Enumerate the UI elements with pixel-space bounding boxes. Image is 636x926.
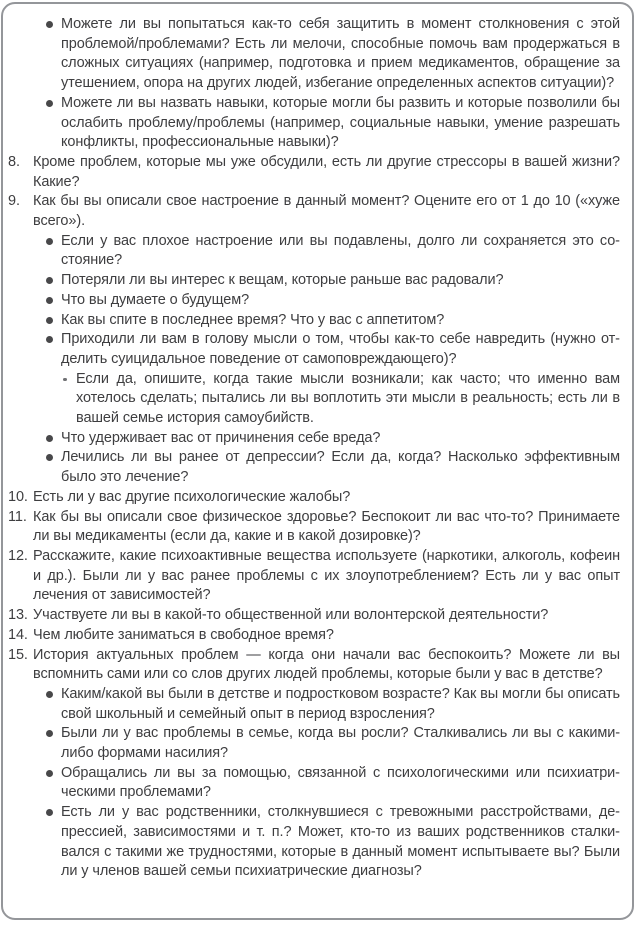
numbered-item (8, 192, 620, 231)
bullet-item (8, 291, 620, 311)
bullet-icon (46, 764, 61, 777)
item-text: Потеряли ли вы интерес к вещам, которые раньше вас радовали? (61, 272, 504, 289)
item-number: 13. (8, 607, 28, 624)
sub-bullet-item (8, 370, 620, 429)
bullet-dot (46, 336, 53, 343)
bullet-icon (46, 15, 61, 28)
numbered-item (8, 606, 620, 626)
bullet-item (8, 311, 620, 331)
item-text: Как бы вы описали свое настроение в данный момент? Оцените его от 1 до 10 («хуже всего»). (33, 193, 620, 230)
bullet-dot (46, 809, 53, 816)
item-text: Чем любите заниматься в свободное время? (33, 626, 334, 643)
bullet-icon (46, 724, 61, 737)
bullet-icon (46, 685, 61, 698)
item-number: 14. (8, 626, 28, 643)
numbered-item (8, 508, 620, 547)
question-list-panel (1, 2, 634, 920)
bullet-dot (46, 277, 53, 284)
item-text: Если да, опишите, когда такие мысли возникали; как часто; что именно вам хотелось сделать; пытались ли вы воплотить эти мысли в реальность; есть ли в вашей семье история самоубийств. (76, 370, 620, 427)
bullet-item (8, 94, 620, 153)
question-list (8, 15, 620, 882)
bullet-dot (46, 21, 53, 28)
bullet-icon (46, 803, 61, 816)
bullet-item (8, 330, 620, 369)
item-text: Обращались ли вы за помощью, связанной с психологическими или психиатрическими проблемами? (61, 764, 620, 801)
item-number: 8. (8, 153, 20, 170)
bullet-item (8, 429, 620, 449)
item-number: 9. (8, 193, 20, 210)
bullet-dot (46, 730, 53, 737)
numbered-item (8, 488, 620, 508)
item-text: Лечились ли вы ранее от депрессии? Если да, когда? Насколько эффективным было это лечение? (61, 449, 620, 486)
bullet-icon (46, 311, 61, 324)
item-number: 12. (8, 547, 28, 564)
bullet-item (8, 685, 620, 724)
bullet-icon (46, 271, 61, 284)
item-number: 11. (8, 508, 27, 525)
bullet-item (8, 232, 620, 271)
item-text: Каким/какой вы были в детстве и подростковом возрасте? Как вы могли бы описать свой школьный и семейный опыт в период взросления? (61, 685, 620, 722)
bullet-icon (46, 330, 61, 343)
item-text: Можете ли вы попытаться как-то себя защитить в момент столкновения с этой проблемой/проблемами? Есть ли мелочи, способные помочь вам продержаться в сложных ситуациях (например, подготовка и прием медикаментов, обращение за утешением, опора на других людей, избегание определенных аспектов ситуации)? (61, 16, 620, 92)
bullet-item (8, 271, 620, 291)
numbered-item (8, 646, 620, 685)
item-text: Что вы думаете о будущем? (61, 291, 250, 308)
small-dot (63, 378, 67, 382)
bullet-dot (46, 435, 53, 442)
bullet-item (8, 15, 620, 94)
item-text: Участвуете ли вы в какой-то общественной или волонтерской деятельности? (33, 607, 549, 624)
item-text: Кроме проблем, которые мы уже обсудили, есть ли другие стрессоры в вашей жизни? Какие? (33, 153, 620, 190)
bullet-icon (46, 429, 61, 442)
bullet-icon (46, 291, 61, 304)
item-text: Можете ли вы назвать навыки, которые могли бы развить и которые позволили бы ослабить проблему/проблемы (например, социальные навыки, умение разрешать конфликты, профессиональные навыки)? (61, 94, 620, 151)
item-text: Что удерживает вас от причинения себе вреда? (61, 429, 381, 446)
bullet-dot (46, 317, 53, 324)
item-text: Были ли у вас проблемы в семье, когда вы росли? Сталкивались ли вы с какими-либо формами насилия? (61, 725, 620, 762)
bullet-item (8, 803, 620, 882)
bullet-dot (46, 100, 53, 107)
item-text: Приходили ли вам в голову мысли о том, чтобы как-то себе навредить (нужно отделить суицидальное поведение от самоповреждающего)? (61, 331, 620, 367)
item-text: Расскажите, какие психоактивные вещества используете (наркотики, алкоголь, кофеин и др.). Были ли у вас ранее проблемы с их злоупотреблением? Есть ли у вас опыт лечения от зависимостей? (33, 547, 620, 604)
bullet-icon (46, 448, 61, 461)
item-text: Есть ли у вас другие психологические жалобы? (33, 488, 351, 505)
bullet-dot (46, 238, 53, 245)
item-text: История актуальных проблем — когда они начали вас беспокоить? Можете ли вы вспомнить сами или со слов других людей проблемы, которые были у вас в детстве? (33, 646, 620, 683)
bullet-icon (46, 232, 61, 245)
bullet-dot (46, 691, 53, 698)
numbered-item (8, 153, 620, 192)
item-text: Как вы спите в последнее время? Что у вас с аппетитом? (61, 311, 445, 328)
numbered-item (8, 626, 620, 646)
item-text: Если у вас плохое настроение или вы подавлены, долго ли сохраняется это состояние? (61, 232, 620, 269)
bullet-dot (46, 297, 53, 304)
bullet-icon (46, 94, 61, 107)
bullet-dot (46, 770, 53, 777)
item-text: Есть ли у вас родственники, столкнувшиеся с тревожными расстройствами, депрессией, зависимостями и т. п.? Может, кто-то из ваших родственников сталкивался с такими же трудностями, которые в данный момент испытываете вы? Были ли у членов вашей семьи психиатрические диагнозы? (61, 804, 620, 880)
bullet-item (8, 448, 620, 487)
item-number: 10. (8, 488, 28, 505)
bullet-item (8, 724, 620, 763)
item-number: 15. (8, 646, 28, 663)
item-text: Как бы вы описали свое физическое здоровье? Беспокоит ли вас что-то? Принимаете ли вы медикаменты (если да, какие и в какой дозировке)? (33, 508, 620, 545)
bullet-item (8, 764, 620, 803)
numbered-item (8, 547, 620, 606)
sub-bullet-icon (63, 370, 76, 382)
bullet-dot (46, 454, 53, 461)
